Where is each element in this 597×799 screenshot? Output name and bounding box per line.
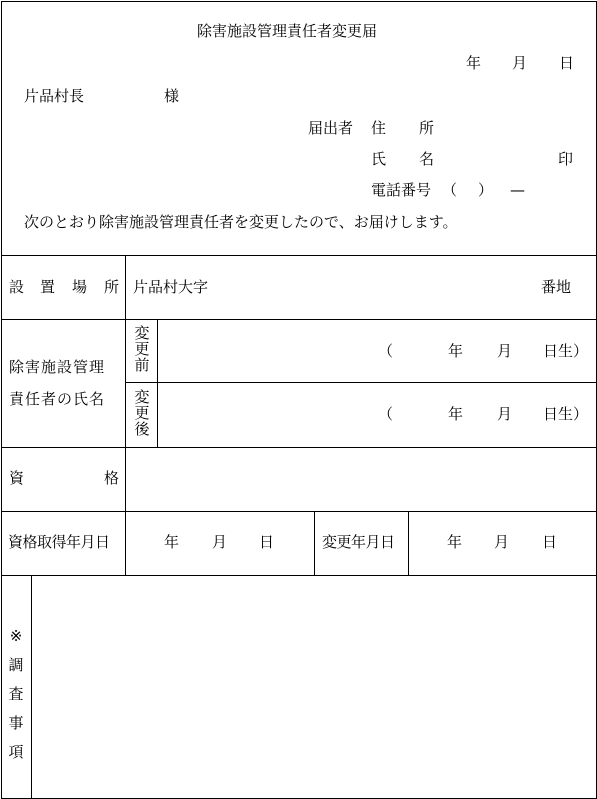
survey-label-mark: ※: [9, 627, 23, 645]
before-after-column-line: [157, 319, 158, 447]
survey-label-char3: 事: [8, 714, 24, 732]
date-year-label: 年: [466, 54, 482, 72]
after-label-char3: 後: [134, 420, 150, 438]
row-line-qualification: [1, 511, 596, 512]
before-label-char3: 前: [134, 356, 150, 374]
qual-date-day: 日: [259, 533, 275, 551]
survey-label-char1: 調: [8, 656, 24, 674]
label-column-line: [125, 255, 126, 575]
phone-dash: —: [510, 181, 525, 199]
phone-open-paren: （: [442, 181, 458, 199]
addressee-honorific: 様: [164, 87, 180, 105]
before-birth-day: 日生）: [543, 342, 589, 360]
addressee: 片品村長: [24, 87, 85, 105]
survey-label-char2: 査: [8, 685, 24, 703]
table-top-line: [1, 255, 596, 256]
location-label-char1: 設: [9, 278, 25, 296]
location-label-char3: 場: [72, 278, 88, 296]
change-date-year: 年: [447, 533, 463, 551]
name-label-char1: 氏: [371, 150, 387, 168]
qual-date-label: 資格取得年月日: [8, 533, 110, 551]
row-line-manager: [1, 447, 596, 448]
submitter-label: 届出者: [308, 119, 354, 137]
change-date-month: 月: [494, 533, 510, 551]
phone-label: 電話番号: [371, 181, 432, 199]
row-line-location: [1, 319, 596, 320]
before-label: [134, 325, 150, 373]
manager-label-line2: 責任者の氏名: [9, 390, 106, 408]
before-label-char1: 変: [134, 324, 150, 342]
date-mid-line-2: [408, 511, 409, 575]
date-mid-line-1: [314, 511, 315, 575]
after-label: [134, 389, 150, 437]
after-birth-year: 年: [448, 405, 464, 423]
before-birth-open: （: [378, 342, 394, 360]
change-date-day: 日: [542, 533, 558, 551]
after-label-char1: 変: [134, 388, 150, 406]
before-birth-year: 年: [448, 342, 464, 360]
qualification-label-char1: 資: [9, 469, 25, 487]
date-month-label: 月: [512, 54, 528, 72]
location-suffix: 番地: [541, 278, 572, 296]
after-birth-open: （: [378, 405, 394, 423]
after-birth-day: 日生）: [543, 405, 589, 423]
survey-label: [8, 622, 24, 767]
survey-column-line: [31, 575, 32, 798]
qualification-label-char2: 格: [104, 469, 120, 487]
qual-date-month: 月: [212, 533, 228, 551]
row-line-before-after: [126, 382, 596, 383]
form-title: 除害施設管理責任者変更届: [197, 22, 378, 40]
phone-close-paren: ）: [478, 181, 494, 199]
after-birth-month: 月: [497, 405, 513, 423]
statement-text: 次のとおり除害施設管理責任者を変更したので、お届けします。: [24, 213, 458, 231]
address-label-char2: 所: [419, 119, 435, 137]
change-date-label: 変更年月日: [322, 533, 395, 551]
location-label-char4: 所: [104, 278, 120, 296]
location-label-char2: 置: [40, 278, 56, 296]
name-label-char2: 名: [419, 150, 435, 168]
qual-date-year: 年: [164, 533, 180, 551]
seal-mark: 印: [558, 150, 574, 168]
location-prefix: 片品村大字: [133, 278, 209, 296]
survey-label-char4: 項: [8, 743, 24, 761]
after-label-char2: 更: [134, 404, 150, 422]
address-label-char1: 住: [371, 119, 387, 137]
row-line-dates: [1, 575, 596, 576]
date-day-label: 日: [559, 54, 575, 72]
before-label-char2: 更: [134, 340, 150, 358]
manager-label-line1: 除害施設管理: [9, 358, 106, 376]
before-birth-month: 月: [497, 342, 513, 360]
